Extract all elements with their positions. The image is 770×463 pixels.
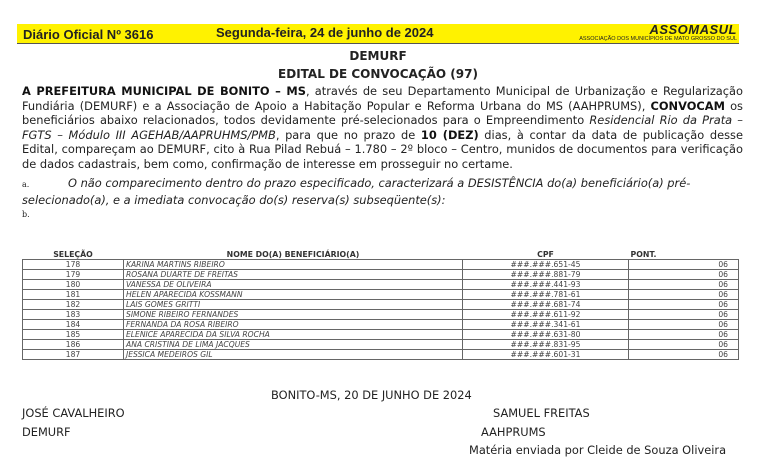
table-row: 183 SIMONE RIBEIRO FERNANDES ###.###.611-92 06 — [23, 310, 739, 320]
col-cpf: CPF — [463, 250, 629, 260]
department-heading: DEMURF — [349, 49, 407, 63]
col-name: NOME DO(A) BENEFICIÁRIO(A) — [124, 250, 463, 260]
gazette-header-bar — [17, 24, 739, 44]
table-row: 187 JESSICA MEDEIROS GIL ###.###.601-31 06 — [23, 350, 739, 360]
place-date: BONITO-MS, 20 DE JUNHO DE 2024 — [271, 388, 472, 402]
project-name: Residencial Rio da Prata – FGTS – Módulo III AGEHAB/AAPRUHMS/PMB — [22, 113, 743, 142]
signatory-2-org: AAHPRUMS — [481, 425, 546, 439]
col-selection: SELEÇÃO — [23, 250, 124, 260]
clause-a: a. O não comparecimento dentro do prazo especificado, caracterizará a DESISTÊNCIA do(a) beneficiário(a) pré-selecionado(a), e a imediata convocação do(s) reserva(s) subseqüente(s): — [22, 176, 691, 207]
table-row: 181 HELEN APARECIDA KOSSMANN ###.###.781-61 06 — [23, 290, 739, 300]
clause-b: b. — [22, 210, 30, 219]
table-row: 185 ELENICE APARECIDA DA SILVA ROCHA ###.###.631-80 06 — [23, 330, 739, 340]
deadline: 10 (DEZ) — [420, 127, 479, 142]
table-row: 180 VANESSA DE OLIVEIRA ###.###.441-93 06 — [23, 280, 739, 290]
document-title: EDITAL DE CONVOCAÇÃO (97) — [278, 67, 478, 81]
publisher-logo: ASSOMASUL — [649, 22, 737, 37]
issue-number: Diário Oficial Nº 3616 — [23, 27, 154, 42]
table-row: 178 KARINA MARTINS RIBEIRO ###.###.651-45 06 — [23, 260, 739, 270]
table-row: 186 ANA CRISTINA DE LIMA JACQUES ###.###.831-95 06 — [23, 340, 739, 350]
issue-date: Segunda-feira, 24 de junho de 2024 — [216, 25, 434, 40]
issuer-name: A PREFEITURA MUNICIPAL DE BONITO – MS — [22, 84, 306, 98]
table-row: 182 LAIS GOMES GRITTI ###.###.681-74 06 — [23, 300, 739, 310]
table-row: 179 ROSANA DUARTE DE FREITAS ###.###.881-79 06 — [23, 270, 739, 280]
col-points: PONT. — [629, 250, 739, 260]
sent-by-note: Matéria enviada por Cleide de Souza Oliveira — [469, 443, 727, 457]
table-row: 184 FERNANDA DA ROSA RIBEIRO ###.###.341-61 06 — [23, 320, 739, 330]
body-paragraph: A PREFEITURA MUNICIPAL DE BONITO – MS, através de seu Departamento Municipal de Urbanização e Regularização Fundiária (DEMURF) e a Associação de Apoio a Habitação Popular e Reforma Urbana do MS (AAHPRUMS), CONVOCAM os beneficiários abaixo relacionados, todos devidamente pré-selecionados para o Empreendimento Residencial Rio da Prata – FGTS – Módulo III AGEHAB/AAPRUHMS/PMB, para que no prazo de 10 (DEZ) dias, à contar da data de publicação desse Edital, compareçam ao DEMURF, cito à Rua Pilad Rebuá – 1.780 – 2º bloco – Centro, munidos de documentos para verificação de dados cadastrais, bem como, confirmação de interesse em prosseguir no certame. — [22, 84, 743, 171]
signatory-1-org: DEMURF — [22, 425, 71, 439]
beneficiaries-table — [22, 250, 739, 360]
publisher-subtitle: ASSOCIAÇÃO DOS MUNICÍPIOS DE MATO GROSSO DO SUL — [579, 36, 737, 42]
signatory-2-name: SAMUEL FREITAS — [493, 406, 590, 420]
table-header-row — [23, 250, 739, 260]
signatory-1-name: JOSÉ CAVALHEIRO — [22, 406, 125, 420]
